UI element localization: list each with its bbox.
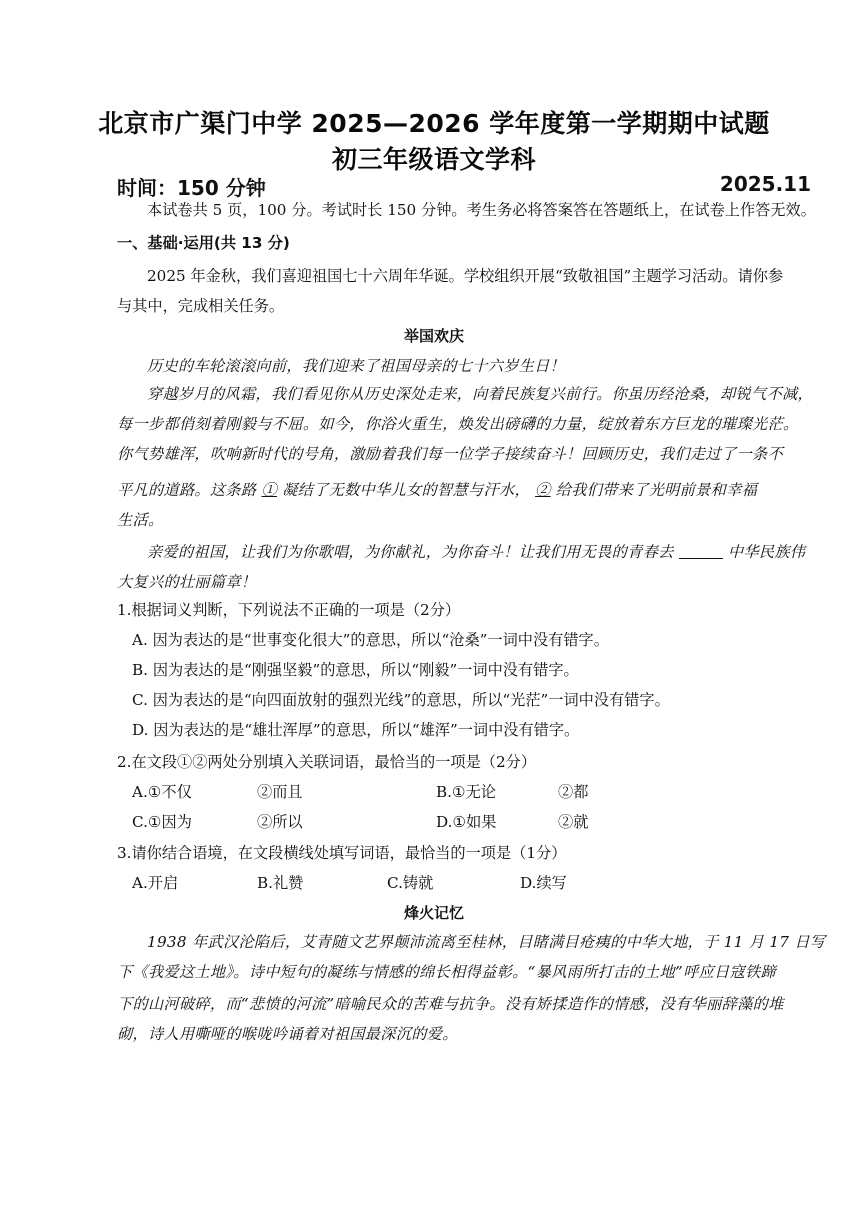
passage2-line-4: 砌，诗人用嘶哑的喉咙吟诵着对祖国最深沉的爱。 <box>117 1025 458 1043</box>
exam-title: 北京市广渠门中学 2025—2026 学年度第一学期期中试题 <box>98 109 770 138</box>
passage-p2-line-3: 你气势雄浑，吹响新时代的号角，激励着我们每一位学子接续奋斗！回顾历史，我们走过了一条不 <box>117 445 783 463</box>
fill-blank-line <box>679 544 723 559</box>
section-heading: 一、基础·运用(共 13 分) <box>117 234 290 252</box>
q3-option-c: C.铸就 <box>387 874 434 892</box>
blank-1: ① <box>261 481 278 499</box>
passage2-line-3: 下的山河破碎，而“悲愤的河流”暗喻民众的苦难与抗争。没有矫揉造作的情感，没有华丽辞藻的堆 <box>117 995 784 1013</box>
exam-date: 2025.11 <box>719 172 811 196</box>
passage-p2-line-1: 穿越岁月的风霜，我们看见你从历史深处走来，向着民族复兴前行。你虽历经沧桑，却锐气不减， <box>147 385 813 403</box>
q1-option-d: D. 因为表达的是“雄壮浑厚”的意思，所以“雄浑”一词中没有错字。 <box>132 721 580 739</box>
exam-time: 时间：150 分钟 <box>117 176 266 200</box>
passage-p3-line-1 <box>147 542 828 562</box>
q2-option-d-2: ②就 <box>558 813 589 831</box>
p2-text-b: 凝结了无数中华儿女的智慧与汗水， <box>282 481 530 499</box>
q2-option-a-1: A.①不仅 <box>132 783 192 801</box>
exam-meta <box>117 172 811 201</box>
passage-p3-line-2: 大复兴的壮丽篇章！ <box>117 573 257 591</box>
q3-option-a: A.开启 <box>132 874 179 892</box>
intro-line-2: 与其中，完成相关任务。 <box>117 297 285 315</box>
instructions: 本试卷共 5 页，100 分。考试时长 150 分钟。考生务必将答案答在答题纸上，在试卷上作答无效。 <box>147 201 816 219</box>
p2-text-a: 平凡的道路。这条路 <box>117 481 257 499</box>
q2-option-a-2: ②而且 <box>257 783 303 801</box>
intro-line-1: 2025 年金秋，我们喜迎祖国七十六周年华诞。学校组织开展“致敬祖国”主题学习活动。请你参 <box>147 267 784 285</box>
q3-option-b: B.礼赞 <box>257 874 304 892</box>
q2-option-c-1: C.①因为 <box>132 813 192 831</box>
blank-2: ② <box>535 481 551 499</box>
passage-p2-line-4 <box>117 480 828 500</box>
passage2-line-2: 下《我爱这土地》。诗中短句的凝练与情感的绵长相得益彰。“暴风雨所打击的土地”呼应日寇铁蹄 <box>117 963 777 981</box>
p3-text-a: 亲爱的祖国，让我们为你歌唱，为你献礼，为你奋斗！让我们用无畏的青春去 <box>147 543 674 561</box>
passage-paragraph-1: 历史的车轮滚滚向前，我们迎来了祖国母亲的七十六岁生日！ <box>147 357 566 375</box>
q3-option-d: D.续写 <box>520 874 567 892</box>
q1-option-c: C. 因为表达的是“向四面放射的强烈光线”的意思，所以“光茫”一词中没有错字。 <box>132 691 670 709</box>
q2-option-d-1: D.①如果 <box>436 813 497 831</box>
exam-subtitle: 初三年级语文学科 <box>331 145 536 174</box>
q1-option-a: A. 因为表达的是“世事变化很大”的意思，所以“沧桑”一词中没有错字。 <box>132 631 609 649</box>
p3-text-b: 中华民族伟 <box>727 543 806 561</box>
passage-p2-line-2: 每一步都俏刻着刚毅与不屈。如今，你浴火重生，焕发出磅礴的力量，绽放着东方巨龙的璀璨光茫。 <box>117 415 799 433</box>
q2-option-b-2: ②都 <box>558 783 589 801</box>
q1-option-b: B. 因为表达的是“刚强坚毅”的意思，所以“刚毅”一词中没有错字。 <box>132 661 579 679</box>
passage-title-1: 举国欢庆 <box>403 327 464 345</box>
q2-option-b-1: B.①无论 <box>436 783 496 801</box>
passage-p2-line-5: 生活。 <box>117 511 164 529</box>
passage-title-2: 烽火记忆 <box>403 904 464 922</box>
question-3: 3.请你结合语境，在文段横线处填写词语，最恰当的一项是（1分） <box>117 844 567 862</box>
question-2: 2.在文段①②两处分别填入关联词语，最恰当的一项是（2分） <box>117 753 537 771</box>
p2-text-c: 给我们带来了光明前景和幸福 <box>555 481 758 499</box>
passage2-line-1: 1938 年武汉沦陷后，艾青随文艺界颠沛流离至桂林，目睹满目疮痍的中华大地，于 11 月 17 日写 <box>147 933 826 951</box>
question-1: 1.根据词义判断，下列说法不正确的一项是（2分） <box>117 601 461 619</box>
q2-option-c-2: ②所以 <box>257 813 303 831</box>
